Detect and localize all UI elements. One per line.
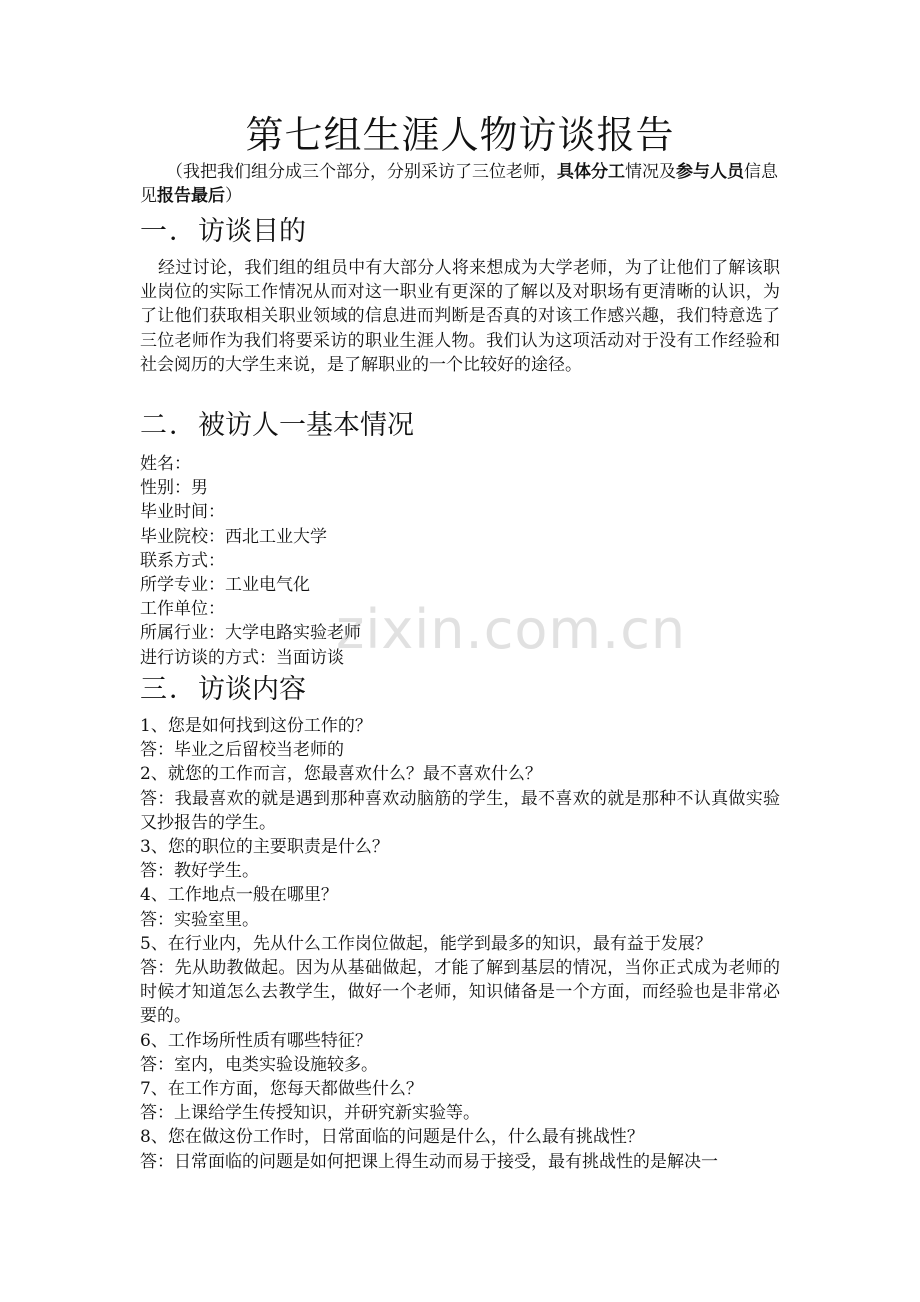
intro-bold-text: 参与人员	[676, 162, 744, 182]
info-contact: 联系方式：	[140, 550, 225, 571]
interview-qa	[140, 714, 780, 1174]
interviewee-info	[140, 452, 361, 670]
question: 5、在行业内，先从什么工作岗位做起，能学到最多的知识，最有益于发展？	[140, 933, 712, 954]
section-title: 被访人一基本情况	[198, 410, 414, 441]
question: 3、您的职位的主要职责是什么？	[140, 837, 389, 858]
info-employer: 工作单位：	[140, 599, 225, 620]
info-major: 所学专业：工业电气化	[140, 574, 310, 595]
section-number: 二．	[140, 410, 198, 441]
document-title: 第七组生涯人物访谈报告	[245, 113, 675, 157]
answer: 答：室内，电类实验设施较多。	[140, 1054, 378, 1075]
section-title: 访谈目的	[198, 216, 306, 247]
intro-bold-text: 具体分工	[557, 162, 625, 182]
watermark: zixin.com.cn	[336, 598, 687, 661]
purpose-paragraph: 经过讨论，我们组的组员中有大部分人将来想成为大学老师，为了让他们了解该职业岗位的实际工作情况从而对这一职业有更深的了解以及对职场有更清晰的认识，为了让他们获取相关职业领域的信息进而判断是否真的对该工作感兴趣，我们特意选了三位老师作为我们将要采访的职业生涯人物。我们认为这项活动对于没有工作经验和社会阅历的大学生来说，是了解职业的一个比较好的途径。	[140, 258, 780, 375]
intro-bold-text: 报告最后	[157, 186, 225, 206]
intro-note	[140, 160, 780, 208]
question: 8、您在做这份工作时，日常面临的问题是什么，什么最有挑战性？	[140, 1127, 644, 1148]
intro-text: （我把我们组分成三个部分，分别采访了三位老师，	[166, 162, 557, 182]
answer: 答：教好学生。	[140, 861, 259, 882]
info-interview-method: 进行访谈的方式：当面访谈	[140, 647, 344, 668]
question: 6、工作场所性质有哪些特征？	[140, 1030, 372, 1051]
question: 7、在工作方面，您每天都做些什么？	[140, 1079, 423, 1100]
answer: 答：上课给学生传授知识，并研究新实验等。	[140, 1103, 480, 1124]
question: 1、您是如何找到这份工作的？	[140, 716, 372, 736]
answer: 答：我最喜欢的就是遇到那种喜欢动脑筋的学生，最不喜欢的就是那种不认真做实验又抄报告的学生。	[140, 788, 780, 833]
section-heading-content	[140, 672, 306, 708]
section-heading-interviewee	[140, 408, 414, 444]
section-number: 三．	[140, 674, 198, 705]
intro-text: 情况及	[625, 162, 676, 182]
info-gender: 性别：男	[140, 478, 208, 499]
intro-text: ）	[225, 186, 242, 206]
info-industry: 所属行业：大学电路实验老师	[140, 623, 361, 644]
answer: 答：毕业之后留校当老师的	[140, 740, 344, 761]
info-graduation-time: 毕业时间：	[140, 502, 225, 523]
answer: 答：先从助教做起。因为从基础做起，才能了解到基层的情况，当你正式成为老师的时候才知道怎么去教学生，做好一个老师，知识储备是一个方面，而经验也是非常必要的。	[140, 958, 780, 1027]
question: 4、工作地点一般在哪里？	[140, 885, 338, 906]
answer: 答：实验室里。	[140, 909, 259, 930]
section-title: 访谈内容	[198, 674, 306, 705]
info-name: 姓名：	[140, 454, 191, 474]
section-heading-purpose	[140, 214, 306, 250]
intro-text: 信息见	[140, 162, 778, 206]
question: 2、就您的工作而言，您最喜欢什么？最不喜欢什么？	[140, 764, 542, 785]
answer: 答：日常面临的问题是如何把课上得生动而易于接受，最有挑战性的是解决一	[140, 1151, 718, 1172]
section-number: 一．	[140, 216, 198, 247]
info-school: 毕业院校：西北工业大学	[140, 526, 327, 547]
